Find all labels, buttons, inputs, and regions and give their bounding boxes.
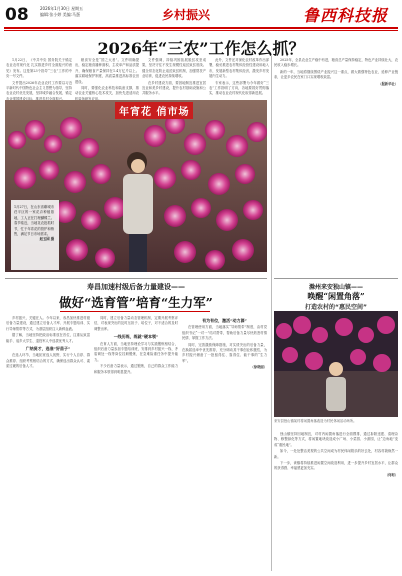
right-headline: 唤醒“闲置角落” (307, 291, 365, 301)
section-divider (5, 278, 267, 279)
photo-credit: 赵玉国 摄 (39, 237, 54, 242)
right-article-body (274, 432, 398, 572)
lead-article-col-5 (274, 58, 398, 218)
photo-caption (14, 205, 54, 243)
page-number: 08 (5, 5, 29, 25)
right-photo-caption: 来安县独山镇某村将闲置角落改造为村民休闲活动场所。 (274, 419, 357, 423)
header-editors: 编辑:张小婷 美编:马蛋 (40, 12, 80, 17)
paragraph: 1月22日，《中共中央 国务院关于锚定农业农村现代化 扎实推进乡村全面振兴的意见》发布。这是第23个指导“三农”工作的中央一号文件。 (6, 58, 72, 79)
village-space-image (274, 311, 398, 417)
paragraph: 独山镇坚持因地制宜，对村内闲置角落进行全面摸排，通过拆除违建、清理杂物、修整绿化等方式，将闲置地块改造成小广场、小菜园、小游园，让“边角地”变成“惠民地”。 (274, 432, 398, 447)
paragraph: 同时，完善激励保障措施，对实绩突出的后备力量，在换届选举中优先推荐，充分调动其干事创业积极性，为乡村振兴储备了一批留得住、靠得住、能干事的“生力军”。 (182, 342, 267, 363)
paragraph: 新的一年，当地将继续围绕产业振兴这一重点，做大做强特色农业，延伸产业链条，让更多农民在家门口实现增收致富。 (274, 69, 398, 80)
paragraph: 同时，要强化农业科技和装备支撑，推动农业关键核心技术攻关，加快先进适用农机装备研发应用。 (75, 86, 139, 100)
paragraph: 同时，建立后备力量动态管理机制，定期开展考察评估，对表现突出的及时压担子、给位子，对不适合的及时调整出库。 (94, 316, 178, 331)
paragraph: 如今，一处处整洁美观的公共空间成为村民休闲娱乐的好去处，村容村貌焕然一新。 (274, 449, 398, 459)
paragraph: 文件强调，持续巩固拓展脱贫攻坚成果，坚决守住不发生规模性返贫致贫底线。健全常态化防止返贫致贫机制，加强帮扶产业培育，促进农民持续增收。 (142, 58, 206, 79)
paragraph: 文件提出2026年农业农村工作要以习近平新时代中国特色社会主义思想为指导，坚持农业农村优先发展，坚持城乡融合发展，锚定农业强国建设目标，推进乡村全面振兴。 (6, 80, 72, 100)
section-divider (274, 278, 398, 279)
right-article-credit: （何柯） (384, 472, 398, 477)
subheading: 广纳贤才，选准“好苗子” (25, 346, 71, 352)
lead-headline: 2026年“三农”工作怎么抓？ (97, 39, 305, 58)
paragraph: 在选人环节，当地拓宽选人视野，实行个人自荐、群众推荐、组织考察相结合的方式，确保选出群众认可、素质过硬的后备人才。 (6, 353, 90, 369)
orchid-photo (5, 100, 267, 272)
paragraph: 在管理使用方面，当地落实“导师帮带”制度，由村党组织书记“一对一”结对帮带，帮助后备力量尽快熟悉村情民情、掌握工作方法。 (182, 325, 267, 341)
paragraph: 下一步，该镇将持续推进闲置空间改造利用，进一步提升乡村宜居水平，让群众的获得感、幸福感更加充实。 (274, 461, 398, 471)
feature-kicker: 寿昌加速村级后备力量建设—— (87, 283, 185, 291)
paragraph: 此外，文件还对深化农村改革作出部署，稳妥推进农村集体经营性建设用地入市，发展新型农村集体经济，激发乡村发展内生动力。 (209, 58, 269, 79)
right-photo (274, 311, 398, 417)
lead-article-col-1 (6, 58, 72, 100)
feature-col-3 (182, 316, 267, 572)
feature-credit: （徐晓丽） (250, 365, 267, 370)
lead-article-credit: （据新华社） (378, 81, 398, 86)
newspaper-logo: 鲁西科技报 (303, 6, 389, 25)
subheading: 有为有位，激活“动力源” (202, 318, 247, 323)
paragraph: 专家表示，这些部署为今年做好“三农”工作指明了方向，各地要抓好贯彻落实，推动农业农村现代化取得新进展。 (209, 80, 269, 96)
header-rule-thin (4, 30, 398, 31)
paragraph: 2025年，全县农业生产稳中有进，粮食总产量保持稳定，特色产业持续壮大，农民收入稳步增长。 (274, 58, 398, 68)
right-subheadline: 打造农村的“惠民空间” (305, 304, 367, 311)
lead-article-col-2 (75, 58, 139, 100)
paragraph: 在乡村建设方面，要因地制宜推进宜居宜业和美乡村建设，提升农村基础设施和公共服务水平。 (142, 80, 206, 96)
feature-col-2 (94, 316, 178, 572)
header-meta (40, 6, 83, 18)
photo-title: 年宵花 俏市场 (115, 102, 193, 119)
paragraph: 据了解，当地坚持把政治标准放在首位，注重从致富能手、返乡大学生、退役军人中选拔优秀人才。 (6, 333, 90, 343)
page-header (0, 0, 402, 30)
paragraph: 乡村振兴，关键在人。今年以来，寿昌加快推进村级后备力量建设，通过建立后备人才库、开展专题培训、实行导师帮带等方式，为基层组织注入新鲜血液。 (6, 316, 90, 331)
column-divider (271, 56, 272, 571)
lead-article-col-3 (142, 58, 206, 100)
section-name: 乡村振兴 (162, 8, 211, 22)
right-kicker: 滁州来安独山镇—— (308, 284, 363, 291)
lead-article-col-4 (209, 58, 269, 100)
subheading: 一线历练，练就“硬本领” (113, 334, 159, 340)
paragraph: 粮食安全是“国之大者”。文件明确提出，稳定粮食播种面积，主攻单产和品质提升，确保粮食产量保持在1.4万亿斤以上。落实耕地保护制度，高质量推进高标准农田建设。 (75, 58, 139, 84)
header-rule (4, 27, 398, 29)
feature-headline: 做好“选育管”培育“生力军” (59, 295, 213, 310)
photo-caption-text: 1月27日，在山东省聊城市茌平区的一家花卉种植基地，工人正在打理蝴蝶兰。春节临近，当地花农抢抓时节，忙于年宵花的管护和销售，满足节日市场需求。 (14, 205, 54, 237)
paragraph: 不少后备力量表示，通过锻炼，自己的群众工作能力和服务本领得到明显提升。 (94, 364, 178, 374)
paragraph: 在育人方面，当地坚持理论学习与实践锻炼相结合，组织后备力量参加专题培训班，安排到乡村振兴一线、矛盾调处一线等岗位挂职锻炼，在急难险重任务中提升能力。 (94, 341, 178, 362)
feature-col-1 (6, 316, 90, 572)
orchid-greenhouse-image (5, 100, 267, 272)
feature-title-rule (60, 311, 210, 312)
header-date: 2026年1月30日 星期五 (40, 6, 84, 11)
